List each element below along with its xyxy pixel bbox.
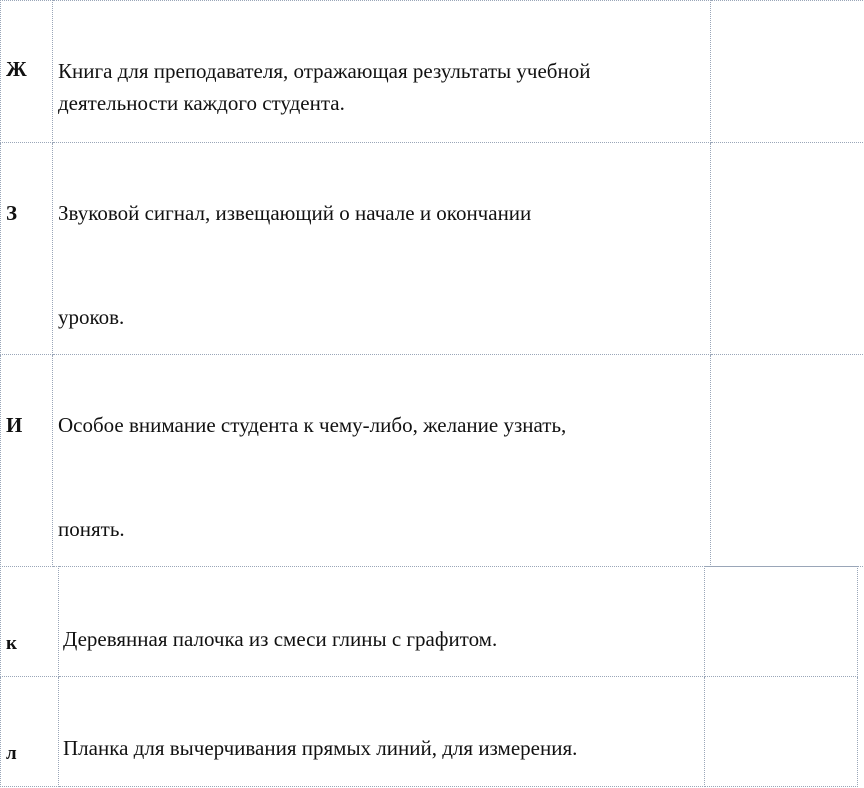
row-letter: к [6,633,17,654]
row-letter: Ж [6,57,27,81]
table-row [1,143,864,355]
table-row [1,567,858,677]
definition-cell [53,143,711,355]
definition-cell [53,355,711,567]
answer-cell [705,567,858,677]
row-letter: л [6,743,17,764]
answer-cell [705,677,858,787]
definition-line: Деревянная палочка из смеси глины с графитом. [63,627,498,651]
row-letter-cell [1,355,53,567]
answer-cell [711,1,864,143]
definition-cell [59,567,705,677]
table-row [1,1,864,143]
row-letter: И [6,413,23,437]
table-row [1,677,858,787]
definition-line: Планка для вычерчивания прямых линий, для измерения. [63,736,578,760]
definition-line: деятельности каждого студента. [58,91,345,115]
definition-line: Особое внимание студента к чему-либо, желание узнать, [58,413,567,437]
row-letter-cell [1,567,59,677]
definition-cell [59,677,705,787]
answer-cell [711,355,864,567]
row-letter-cell [1,143,53,355]
definition-line: уроков. [58,305,125,329]
row-letter-cell [1,1,53,143]
definition-line: понять. [58,517,125,541]
row-letter-cell [1,677,59,787]
definitions-table-bottom [0,566,858,787]
definition-line: Звуковой сигнал, извещающий о начале и окончании [58,201,532,225]
answer-cell [711,143,864,355]
table-row [1,355,864,567]
definition-cell [53,1,711,143]
definition-line: Книга для преподавателя, отражающая результаты учебной [58,59,591,83]
row-letter: З [6,201,18,225]
